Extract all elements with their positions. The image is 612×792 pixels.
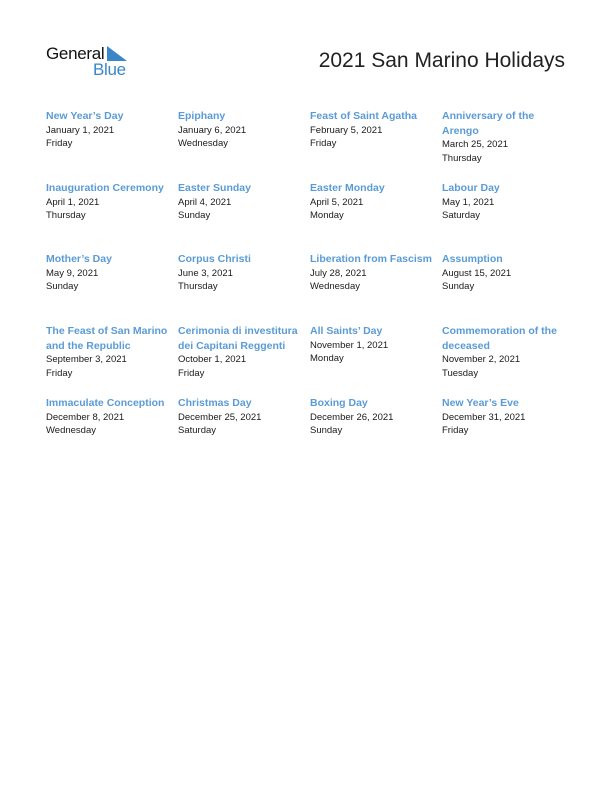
holiday-weekday: Thursday: [442, 152, 482, 164]
holiday-name: Commemoration of the deceased: [442, 325, 557, 352]
holiday-name: Anniversary of the Arengo: [442, 110, 535, 137]
holiday-date: April 1, 2021: [46, 196, 100, 208]
holiday-weekday: Wednesday: [178, 138, 228, 150]
holiday-entry: [442, 324, 574, 396]
holiday-weekday: Friday: [310, 138, 337, 150]
holiday-name: New Year’s Eve: [442, 397, 519, 409]
holiday-date: January 1, 2021: [46, 124, 115, 136]
holiday-weekday: Wednesday: [310, 281, 360, 293]
holiday-date: January 6, 2021: [178, 124, 247, 136]
holiday-grid: [46, 109, 576, 456]
holiday-entry: [46, 324, 178, 396]
holiday-row: [46, 252, 576, 324]
holiday-entry: [46, 396, 178, 456]
holiday-date: December 26, 2021: [310, 411, 394, 423]
holiday-name: Epiphany: [178, 110, 226, 122]
holiday-row: [46, 181, 576, 252]
holiday-weekday: Thursday: [46, 210, 86, 222]
holiday-name: All Saints’ Day: [310, 325, 383, 337]
holiday-date: November 1, 2021: [310, 339, 389, 351]
holiday-date: March 25, 2021: [442, 139, 509, 150]
holiday-date: August 15, 2021: [442, 267, 512, 279]
holiday-entry: [178, 324, 310, 396]
holiday-row: [46, 109, 576, 181]
holiday-name: Immaculate Conception: [46, 397, 165, 409]
holiday-name: Assumption: [442, 253, 503, 265]
holiday-row: [46, 324, 576, 396]
holiday-date: May 9, 2021: [46, 267, 99, 279]
holiday-date: July 28, 2021: [310, 267, 367, 279]
page-title: 2021 San Marino Holidays: [318, 49, 565, 72]
holiday-entry: [442, 181, 574, 252]
holiday-name: Cerimonia di investitura dei Capitani Reggenti: [178, 325, 298, 352]
holiday-date: April 5, 2021: [310, 196, 364, 208]
holiday-name: Christmas Day: [178, 397, 252, 409]
holiday-entry: [46, 109, 178, 181]
holiday-date: December 25, 2021: [178, 411, 262, 423]
holiday-weekday: Sunday: [178, 210, 211, 222]
holiday-row: [46, 396, 576, 456]
holiday-weekday: Wednesday: [46, 425, 96, 437]
holiday-entry: [310, 181, 442, 252]
holiday-name: The Feast of San Marino and the Republic: [46, 325, 168, 352]
holiday-entry: [46, 252, 178, 324]
holiday-date: December 8, 2021: [46, 411, 125, 423]
holiday-entry: [46, 181, 178, 252]
holiday-name: New Year’s Day: [46, 110, 124, 122]
holiday-weekday: Thursday: [178, 281, 218, 293]
holiday-entry: [178, 396, 310, 456]
holiday-weekday: Monday: [310, 210, 344, 222]
holiday-weekday: Friday: [46, 138, 73, 150]
holiday-weekday: Saturday: [442, 210, 481, 222]
holiday-weekday: Sunday: [46, 281, 79, 293]
holiday-weekday: Monday: [310, 353, 344, 365]
holiday-weekday: Friday: [178, 367, 205, 379]
holiday-name: Feast of Saint Agatha: [310, 110, 417, 122]
holiday-entry: [310, 109, 442, 181]
brand-word-general: General: [46, 44, 105, 63]
holiday-date: June 3, 2021: [178, 267, 233, 279]
holiday-name: Liberation from Fascism: [310, 253, 432, 265]
holiday-date: September 3, 2021: [46, 354, 127, 365]
holiday-entry: [442, 109, 574, 181]
holiday-weekday: Sunday: [310, 425, 343, 437]
holiday-date: November 2, 2021: [442, 354, 521, 365]
holiday-date: May 1, 2021: [442, 196, 495, 208]
holiday-weekday: Friday: [442, 425, 469, 437]
holiday-weekday: Sunday: [442, 281, 475, 293]
holiday-entry: [178, 181, 310, 252]
holiday-date: December 31, 2021: [442, 411, 526, 423]
holiday-name: Easter Sunday: [178, 182, 251, 194]
holiday-entry: [310, 252, 442, 324]
holiday-entry: [310, 396, 442, 456]
holiday-name: Mother’s Day: [46, 253, 112, 265]
holiday-entry: [178, 252, 310, 324]
brand-word-blue: Blue: [93, 60, 126, 79]
holiday-entry: [310, 324, 442, 396]
holiday-entry: [442, 396, 574, 456]
holiday-date: February 5, 2021: [310, 124, 383, 136]
holiday-weekday: Saturday: [178, 425, 217, 437]
holiday-name: Labour Day: [442, 182, 500, 194]
holiday-date: October 1, 2021: [178, 354, 247, 365]
holiday-entry: [442, 252, 574, 324]
holiday-entry: [178, 109, 310, 181]
holiday-name: Boxing Day: [310, 397, 368, 409]
brand-logo: [46, 44, 136, 80]
holiday-weekday: Tuesday: [442, 367, 479, 379]
holiday-name: Inauguration Ceremony: [46, 182, 164, 194]
holiday-name: Corpus Christi: [178, 253, 251, 265]
holiday-date: April 4, 2021: [178, 196, 232, 208]
holiday-weekday: Friday: [46, 367, 73, 379]
brand-triangle-icon: [107, 46, 127, 61]
holiday-name: Easter Monday: [310, 182, 385, 194]
